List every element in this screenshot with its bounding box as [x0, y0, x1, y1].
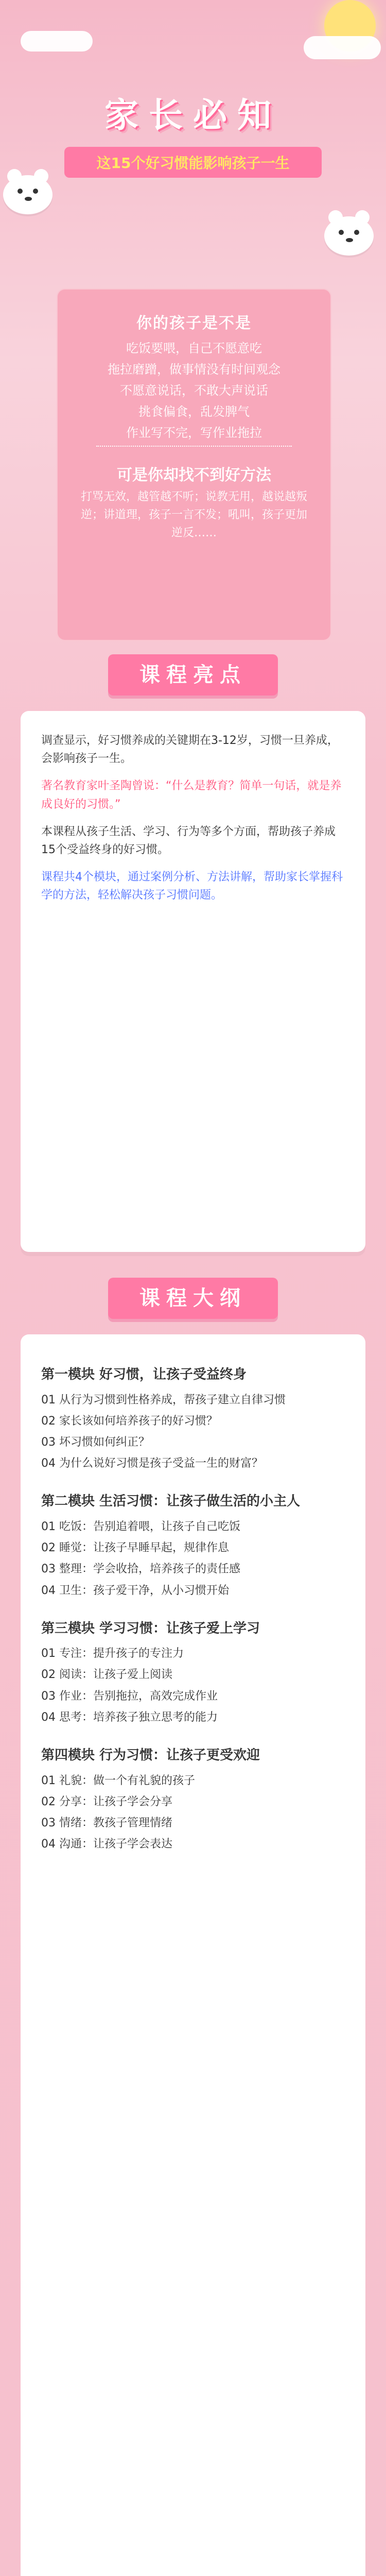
- highlight-paragraph: 本课程从孩子生活、学习、行为等多个方面，帮助孩子养成15个受益终身的好习惯。: [41, 825, 336, 856]
- highlight-paragraph: 课程共4个模块，通过案例分析、方法讲解，帮助家长掌握科学的方法，轻松解决孩子习惯问题。: [41, 871, 343, 902]
- module-title: 第一模块 好习惯，让孩子受益终身: [41, 1367, 247, 1382]
- module-item: 01 礼貌：做一个有礼貌的孩子: [41, 1774, 195, 1787]
- module-item: 01 专注：提升孩子的专注力: [41, 1647, 184, 1660]
- intro-line: 拖拉磨蹭，做事情没有时间观念: [108, 362, 280, 377]
- intro-line: 作业写不完，写作业拖拉: [126, 426, 262, 440]
- module-title: 第四模块 行为习惯：让孩子更受欢迎: [41, 1748, 260, 1764]
- module-item: 01 吃饭：告别追着喂，让孩子自己吃饭: [41, 1520, 240, 1533]
- highlight-paragraph: 著名教育家叶圣陶曾说：“什么是教育？简单一句话，就是养成良好的习惯。”: [41, 779, 342, 811]
- module-item: 02 阅读：让孩子爱上阅读: [41, 1668, 172, 1682]
- cloud-icon: [21, 31, 93, 52]
- highlight-paragraph: 调查显示，好习惯养成的关键期在3-12岁，习惯一旦养成，会影响孩子一生。: [41, 734, 339, 766]
- syllabus-content: [21, 1334, 365, 1877]
- bear-ear-icon: [355, 210, 370, 225]
- bear-eye-icon: [33, 189, 38, 194]
- intro-line: 吃饭要喂，自己不愿意吃: [126, 341, 262, 355]
- highlights-content: [21, 711, 365, 935]
- module-item: 03 坏习惯如何纠正？: [41, 1435, 150, 1449]
- module-item: 03 情绪：教孩子管理情绪: [41, 1817, 172, 1829]
- intro-title: 你的孩子是不是: [136, 314, 252, 332]
- bear-ear-icon: [34, 169, 48, 183]
- intro-line: 挑食偏食，乱发脾气: [138, 404, 250, 419]
- dotted-divider: [96, 446, 292, 447]
- intro-card: [57, 289, 331, 641]
- module-item: 04 沟通：让孩子学会表达: [41, 1838, 172, 1851]
- bear-eye-icon: [339, 230, 344, 235]
- poster-subtitle: 这15个好习惯能影响孩子一生: [64, 147, 322, 178]
- module-item: 02 家长该如何培养孩子的好习惯？: [41, 1414, 218, 1428]
- module-item: 04 为什么说好习惯是孩子受益一生的财富？: [41, 1457, 263, 1470]
- bear-ear-icon: [328, 210, 343, 225]
- bear-eye-icon: [354, 230, 359, 235]
- poster-title: 家长必知: [104, 95, 282, 135]
- highlights-card: [21, 711, 365, 1252]
- module-title: 第二模块 生活习惯：让孩子做生活的小主人: [41, 1494, 301, 1510]
- module-item: 02 分享：让孩子学会分享: [41, 1795, 172, 1808]
- module-item: 01 从行为习惯到性格养成，帮孩子建立自律习惯: [41, 1393, 286, 1406]
- bear-nose-icon: [25, 197, 32, 201]
- module-title: 第三模块 学习习惯：让孩子爱上学习: [41, 1620, 260, 1636]
- module-item: 03 作业：告别拖拉，高效完成作业: [41, 1689, 218, 1703]
- bear-icon: [324, 216, 374, 256]
- module-item: 04 卫生：孩子爱干净，从小习惯开始: [41, 1584, 229, 1597]
- module-item: 03 整理：学会收拾，培养孩子的责任感: [41, 1563, 240, 1576]
- intro-paragraph: 打骂无效，越管越不听；说教无用，越说越叛逆；讲道理，孩子一言不发；吼叫，孩子更加逆反……: [80, 490, 307, 540]
- cloud-icon: [304, 36, 381, 59]
- section-title-highlights: 课程亮点: [108, 654, 278, 696]
- section-title-syllabus: 课程大纲: [108, 1278, 278, 1319]
- module-item: 04 思考：培养孩子独立思考的能力: [41, 1710, 218, 1724]
- bear-icon: [3, 175, 52, 214]
- bear-eye-icon: [17, 189, 23, 194]
- intro-title-2: 可是你却找不到好方法: [117, 466, 271, 484]
- bear-ear-icon: [7, 169, 22, 183]
- intro-line: 不愿意说话，不敢大声说话: [120, 383, 268, 398]
- syllabus-card: [21, 1334, 365, 2576]
- module-item: 02 睡觉：让孩子早睡早起，规律作息: [41, 1541, 229, 1555]
- bear-nose-icon: [346, 238, 353, 242]
- header: [0, 0, 386, 289]
